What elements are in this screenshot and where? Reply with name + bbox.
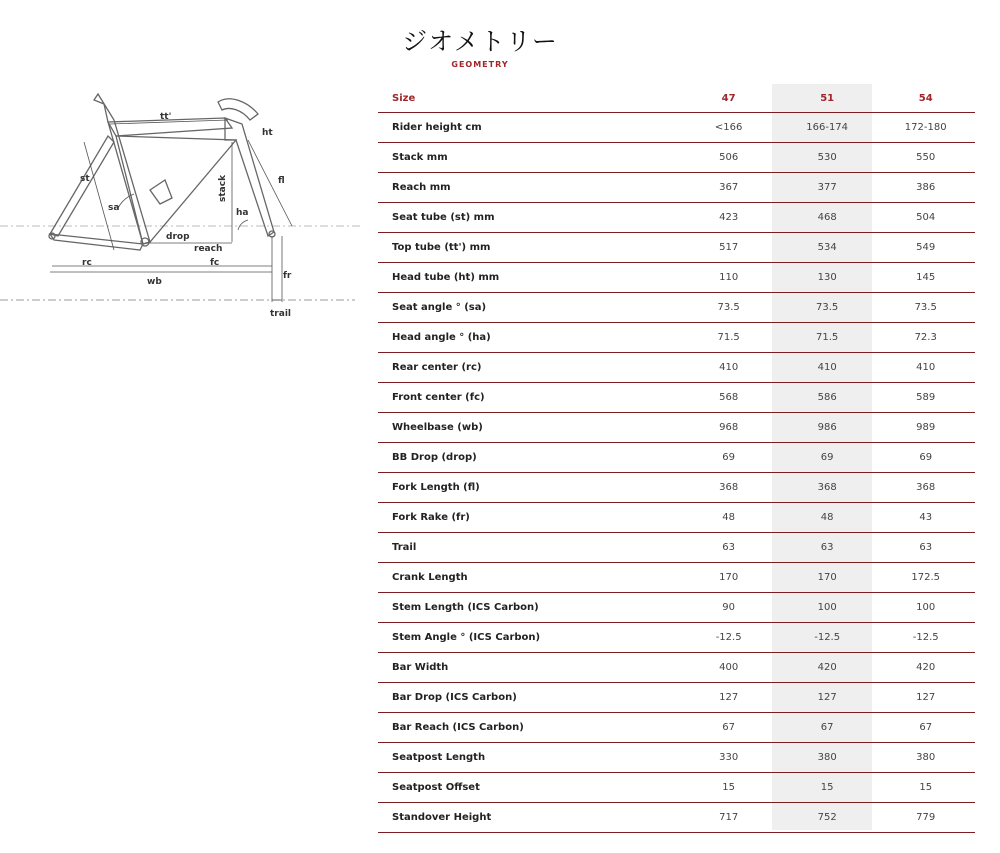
label-wb: wb [147, 277, 162, 287]
label-stack: stack [218, 174, 228, 202]
row-value: 989 [876, 413, 975, 443]
row-value: 468 [778, 203, 877, 233]
table-row [378, 143, 975, 173]
row-value: 779 [876, 803, 975, 833]
row-value: 368 [778, 473, 877, 503]
row-value: 410 [679, 353, 778, 383]
row-value: 400 [679, 653, 778, 683]
row-label: BB Drop (drop) [378, 443, 679, 473]
row-label: Stem Length (ICS Carbon) [378, 593, 679, 623]
table-row [378, 803, 975, 833]
label-reach: reach [194, 244, 223, 254]
row-value: 43 [876, 503, 975, 533]
row-value: 69 [679, 443, 778, 473]
row-value: 367 [679, 173, 778, 203]
row-value: 549 [876, 233, 975, 263]
row-value: 100 [876, 593, 975, 623]
row-value: 380 [778, 743, 877, 773]
row-label: Head angle ° (ha) [378, 323, 679, 353]
row-value: 15 [876, 773, 975, 803]
row-label: Seat angle ° (sa) [378, 293, 679, 323]
row-value: 170 [778, 563, 877, 593]
row-value: 420 [876, 653, 975, 683]
row-label: Head tube (ht) mm [378, 263, 679, 293]
row-value: 127 [679, 683, 778, 713]
label-st: st [80, 174, 90, 184]
row-value: 506 [679, 143, 778, 173]
row-label: Rider height cm [378, 113, 679, 143]
row-value: 752 [778, 803, 877, 833]
row-value: 63 [876, 533, 975, 563]
row-value: 717 [679, 803, 778, 833]
row-value: 986 [778, 413, 877, 443]
size-header-label: Size [378, 84, 679, 113]
row-value: 504 [876, 203, 975, 233]
label-rc: rc [82, 258, 92, 268]
page-subtitle: GEOMETRY [451, 60, 509, 69]
row-value: 100 [778, 593, 877, 623]
row-value: 15 [778, 773, 877, 803]
label-trail: trail [270, 309, 291, 319]
label-drop: drop [166, 232, 190, 242]
row-value: 127 [876, 683, 975, 713]
row-value: 71.5 [679, 323, 778, 353]
row-value: 67 [876, 713, 975, 743]
size-header: 51 [778, 84, 877, 113]
table-row [378, 593, 975, 623]
label-fl: fl [278, 176, 285, 186]
row-label: Seat tube (st) mm [378, 203, 679, 233]
row-value: 386 [876, 173, 975, 203]
table-row [378, 653, 975, 683]
table-row [378, 353, 975, 383]
row-value: 73.5 [778, 293, 877, 323]
label-ht: ht [262, 128, 273, 138]
row-label: Front center (fc) [378, 383, 679, 413]
table-row [378, 383, 975, 413]
row-value: 72.3 [876, 323, 975, 353]
row-value: 586 [778, 383, 877, 413]
row-label: Standover Height [378, 803, 679, 833]
row-value: 130 [778, 263, 877, 293]
label-tt: tt' [160, 112, 172, 122]
row-value: 410 [778, 353, 877, 383]
row-value: 69 [778, 443, 877, 473]
row-value: -12.5 [778, 623, 877, 653]
row-value: 127 [778, 683, 877, 713]
row-value: 170 [679, 563, 778, 593]
table-row [378, 293, 975, 323]
row-label: Stack mm [378, 143, 679, 173]
page-title: ジオメトリー [402, 27, 558, 56]
row-label: Reach mm [378, 173, 679, 203]
table-row [378, 443, 975, 473]
row-label: Fork Rake (fr) [378, 503, 679, 533]
row-label: Crank Length [378, 563, 679, 593]
row-value: 172.5 [876, 563, 975, 593]
row-label: Seatpost Length [378, 743, 679, 773]
row-value: 63 [778, 533, 877, 563]
row-value: 410 [876, 353, 975, 383]
row-value: 73.5 [679, 293, 778, 323]
row-label: Seatpost Offset [378, 773, 679, 803]
row-value: 73.5 [876, 293, 975, 323]
row-value: 368 [876, 473, 975, 503]
table-row [378, 413, 975, 443]
row-label: Top tube (tt') mm [378, 233, 679, 263]
row-value: <166 [679, 113, 778, 143]
row-value: 166-174 [778, 113, 877, 143]
row-value: 377 [778, 173, 877, 203]
row-value: 380 [876, 743, 975, 773]
row-value: 90 [679, 593, 778, 623]
table-row [378, 533, 975, 563]
frame-geometry-diagram [0, 80, 360, 330]
row-value: 71.5 [778, 323, 877, 353]
table-row [378, 743, 975, 773]
table-row [378, 113, 975, 143]
table-row [378, 773, 975, 803]
row-value: 420 [778, 653, 877, 683]
label-ha: ha [236, 208, 249, 218]
row-value: -12.5 [679, 623, 778, 653]
size-header: 47 [679, 84, 778, 113]
table-header-row [378, 84, 975, 113]
row-label: Trail [378, 533, 679, 563]
table-row [378, 263, 975, 293]
row-value: 67 [778, 713, 877, 743]
table-row [378, 713, 975, 743]
row-value: 63 [679, 533, 778, 563]
row-value: 368 [679, 473, 778, 503]
row-label: Bar Drop (ICS Carbon) [378, 683, 679, 713]
row-value: 69 [876, 443, 975, 473]
row-value: 110 [679, 263, 778, 293]
table-row [378, 173, 975, 203]
size-header: 54 [876, 84, 975, 113]
row-value: 550 [876, 143, 975, 173]
row-value: 968 [679, 413, 778, 443]
row-value: 48 [778, 503, 877, 533]
row-label: Rear center (rc) [378, 353, 679, 383]
label-fc: fc [210, 258, 220, 268]
row-value: 517 [679, 233, 778, 263]
row-value: 48 [679, 503, 778, 533]
table-row [378, 683, 975, 713]
row-value: 15 [679, 773, 778, 803]
table-row [378, 503, 975, 533]
geometry-table [378, 84, 975, 833]
table-row [378, 623, 975, 653]
row-value: 67 [679, 713, 778, 743]
row-value: 423 [679, 203, 778, 233]
row-value: 589 [876, 383, 975, 413]
row-label: Stem Angle ° (ICS Carbon) [378, 623, 679, 653]
row-value: 172-180 [876, 113, 975, 143]
row-label: Wheelbase (wb) [378, 413, 679, 443]
label-sa: sa [108, 203, 120, 213]
label-fr: fr [283, 271, 292, 281]
geometry-table-container [378, 84, 975, 833]
table-row [378, 563, 975, 593]
table-row [378, 233, 975, 263]
table-row [378, 473, 975, 503]
row-label: Fork Length (fl) [378, 473, 679, 503]
row-value: 530 [778, 143, 877, 173]
row-label: Bar Reach (ICS Carbon) [378, 713, 679, 743]
row-value: 534 [778, 233, 877, 263]
row-value: 330 [679, 743, 778, 773]
table-row [378, 323, 975, 353]
row-label: Bar Width [378, 653, 679, 683]
row-value: -12.5 [876, 623, 975, 653]
table-row [378, 203, 975, 233]
row-value: 145 [876, 263, 975, 293]
row-value: 568 [679, 383, 778, 413]
